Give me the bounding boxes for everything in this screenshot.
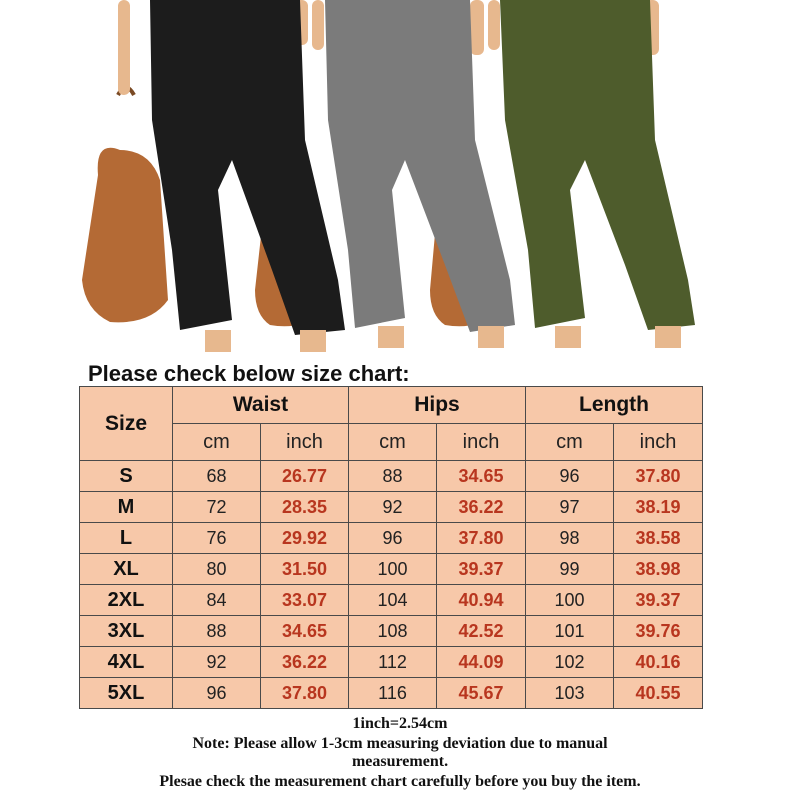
hips-in-cell: 42.52	[437, 616, 526, 647]
waist-in-cell: 36.22	[261, 647, 349, 678]
waist-cm-cell: 72	[173, 492, 261, 523]
length-in-cell: 37.80	[614, 461, 703, 492]
waist-in-cell: 34.65	[261, 616, 349, 647]
length-cm-cell: 103	[526, 678, 614, 709]
length-cm-cell: 101	[526, 616, 614, 647]
waist-in-cell: 33.07	[261, 585, 349, 616]
length-cm-cell: 99	[526, 554, 614, 585]
waist-cm-cell: 96	[173, 678, 261, 709]
waist-cm-cell: 76	[173, 523, 261, 554]
hips-in-cell: 40.94	[437, 585, 526, 616]
length-in-cell: 38.58	[614, 523, 703, 554]
length-cm-cell: 98	[526, 523, 614, 554]
length-in-cell: 39.76	[614, 616, 703, 647]
waist-in-cell: 28.35	[261, 492, 349, 523]
size-cell: 3XL	[80, 616, 173, 647]
size-cell: 4XL	[80, 647, 173, 678]
table-row	[80, 585, 703, 616]
hips-cm-cell: 92	[349, 492, 437, 523]
waist-cm-cell: 92	[173, 647, 261, 678]
waist-cm-cell: 88	[173, 616, 261, 647]
table-row	[80, 554, 703, 585]
deviation-note-line-2: measurement.	[351, 753, 449, 770]
hips-in-cell: 37.80	[437, 523, 526, 554]
length-cm-cell: 97	[526, 492, 614, 523]
length-in-cell: 40.16	[614, 647, 703, 678]
length-in-cell: 38.19	[614, 492, 703, 523]
waist-cm-cell: 80	[173, 554, 261, 585]
length-in-cell: 39.37	[614, 585, 703, 616]
waist-in-cell: 31.50	[261, 554, 349, 585]
table-row	[80, 678, 703, 709]
hips-header: Hips	[349, 387, 526, 424]
table-row	[80, 647, 703, 678]
length-header: Length	[526, 387, 703, 424]
size-cell: 2XL	[80, 585, 173, 616]
hips-in-cell: 39.37	[437, 554, 526, 585]
hips-cm-cell: 112	[349, 647, 437, 678]
waist-header: Waist	[173, 387, 349, 424]
length-cm-cell: 100	[526, 585, 614, 616]
size-cell: M	[80, 492, 173, 523]
hips-cm-cell: 104	[349, 585, 437, 616]
waist-cm-cell: 84	[173, 585, 261, 616]
length-cm-cell: 96	[526, 461, 614, 492]
unit-header: cm	[173, 424, 261, 461]
size-header: Size	[80, 387, 173, 461]
unit-header: cm	[349, 424, 437, 461]
conversion-note: 1inch=2.54cm	[352, 715, 448, 732]
hips-in-cell: 36.22	[437, 492, 526, 523]
hips-cm-cell: 96	[349, 523, 437, 554]
hips-cm-cell: 100	[349, 554, 437, 585]
waist-in-cell: 37.80	[261, 678, 349, 709]
hips-in-cell: 45.67	[437, 678, 526, 709]
size-chart-heading: Please check below size chart:	[88, 361, 410, 386]
check-note: Plesae check the measurement chart carefully before you buy the item.	[159, 773, 641, 790]
unit-header: inch	[614, 424, 703, 461]
size-cell: S	[80, 461, 173, 492]
length-cm-cell: 102	[526, 647, 614, 678]
table-row	[80, 523, 703, 554]
size-cell: L	[80, 523, 173, 554]
waist-cm-cell: 68	[173, 461, 261, 492]
product-photo	[0, 0, 800, 358]
unit-header: cm	[526, 424, 614, 461]
size-chart-table	[79, 386, 703, 709]
size-cell: 5XL	[80, 678, 173, 709]
unit-header: inch	[261, 424, 349, 461]
size-cell: XL	[80, 554, 173, 585]
table-row	[80, 492, 703, 523]
hips-cm-cell: 108	[349, 616, 437, 647]
length-in-cell: 38.98	[614, 554, 703, 585]
waist-in-cell: 29.92	[261, 523, 349, 554]
deviation-note-line-1: Note: Please allow 1-3cm measuring deviation due to manual	[192, 735, 608, 752]
hips-cm-cell: 88	[349, 461, 437, 492]
table-row	[80, 616, 703, 647]
hips-in-cell: 34.65	[437, 461, 526, 492]
hips-in-cell: 44.09	[437, 647, 526, 678]
table-row	[80, 461, 703, 492]
hips-cm-cell: 116	[349, 678, 437, 709]
unit-header: inch	[437, 424, 526, 461]
length-in-cell: 40.55	[614, 678, 703, 709]
waist-in-cell: 26.77	[261, 461, 349, 492]
